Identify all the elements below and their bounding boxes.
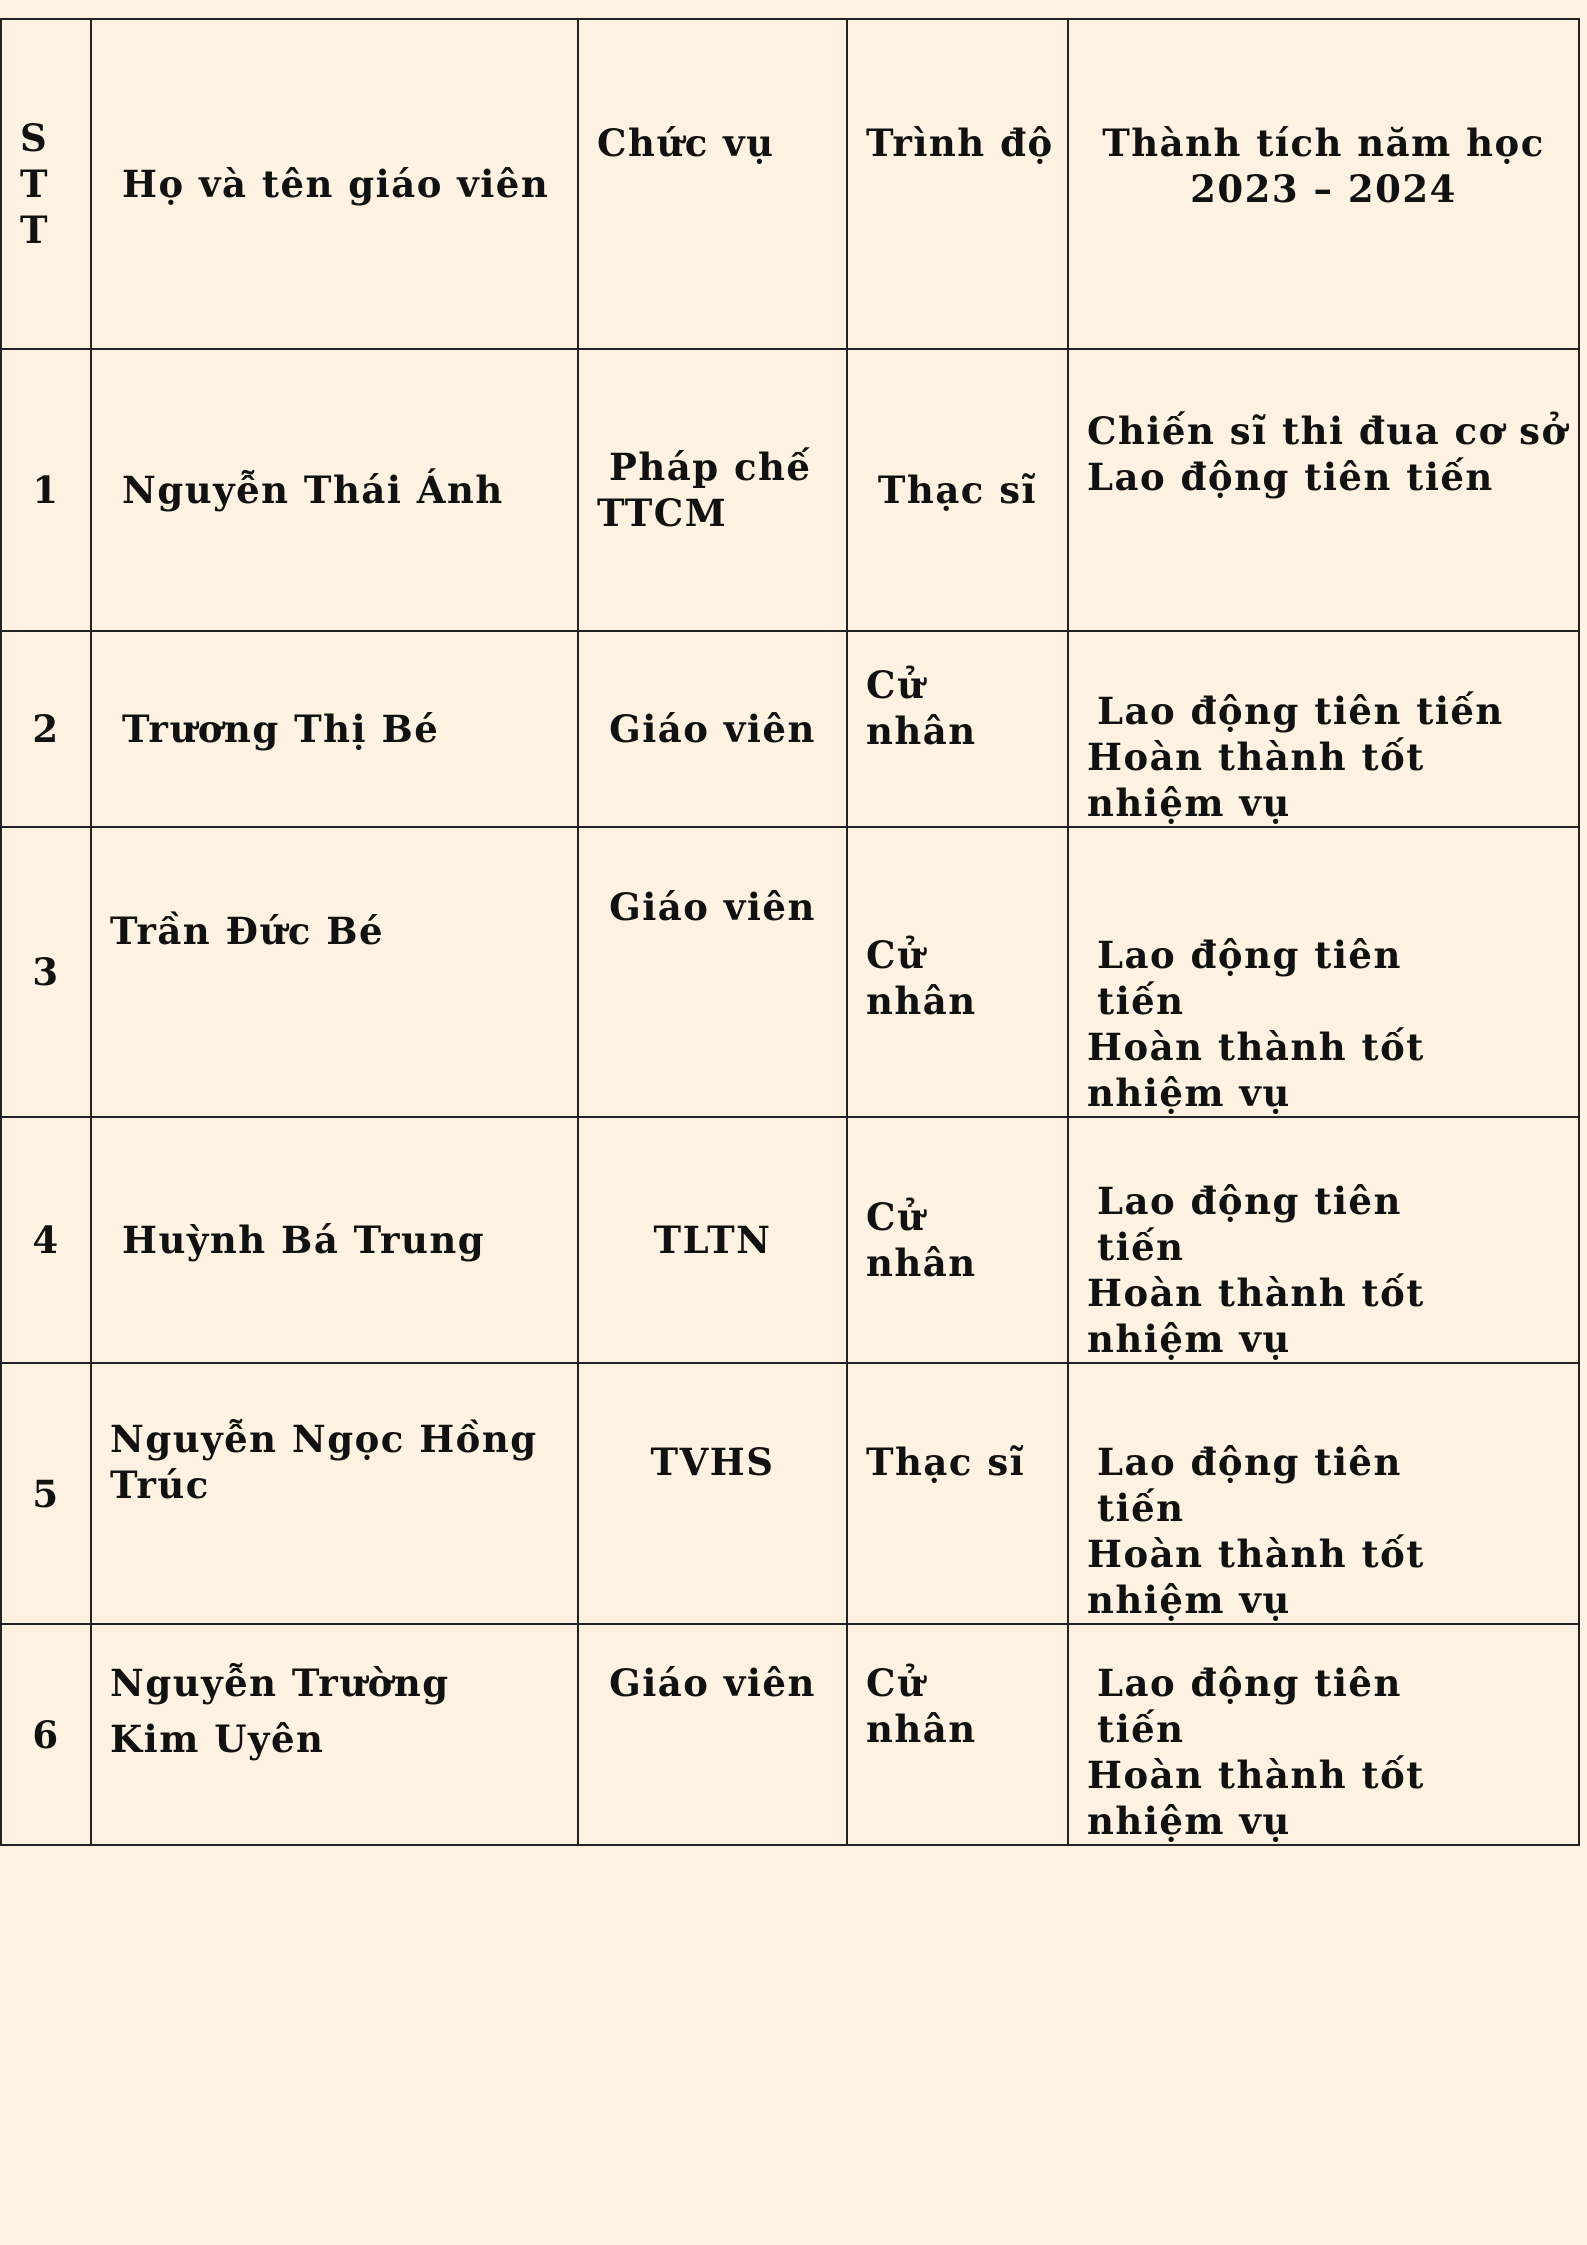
- header-role: Chức vụ: [578, 19, 847, 349]
- row-role: Giáo viên: [578, 631, 847, 827]
- header-stt: STT: [1, 19, 91, 349]
- row-achievement: Lao động tiên tiến Hoàn thành tốt nhiệm vụ: [1068, 1624, 1579, 1845]
- row-stt: 4: [1, 1117, 91, 1363]
- teacher-achievement-table: [0, 18, 1580, 1846]
- row-stt: 3: [1, 827, 91, 1117]
- table-row: [1, 1363, 1579, 1624]
- table-row: [1, 349, 1579, 631]
- row-achievement: Lao động tiên tiến Hoàn thành tốt nhiệm vụ: [1068, 1363, 1579, 1624]
- table-row: [1, 1624, 1579, 1845]
- row-name: Nguyễn Thái Ánh: [91, 349, 578, 631]
- row-stt: 1: [1, 349, 91, 631]
- row-role: TLTN: [578, 1117, 847, 1363]
- row-degree: Thạc sĩ: [847, 349, 1068, 631]
- header-achievement: Thành tích năm học 2023 – 2024: [1068, 19, 1579, 349]
- row-degree: Cử nhân: [847, 1624, 1068, 1845]
- row-role: Giáo viên: [578, 1624, 847, 1845]
- row-achievement: Lao động tiên tiến Hoàn thành tốt nhiệm vụ: [1068, 827, 1579, 1117]
- row-name: Trương Thị Bé: [91, 631, 578, 827]
- row-stt: 5: [1, 1363, 91, 1624]
- header-name: Họ và tên giáo viên: [91, 19, 578, 349]
- row-achievement: Chiến sĩ thi đua cơ sở Lao động tiên tiến: [1068, 349, 1579, 631]
- row-achievement: Lao động tiên tiến Hoàn thành tốt nhiệm vụ: [1068, 631, 1579, 827]
- row-name: Nguyễn Trường Kim Uyên: [91, 1624, 578, 1845]
- row-role: Pháp chế TTCM: [578, 349, 847, 631]
- row-degree: Cử nhân: [847, 631, 1068, 827]
- table-row: [1, 631, 1579, 827]
- row-degree: Cử nhân: [847, 1117, 1068, 1363]
- row-degree: Cử nhân: [847, 827, 1068, 1117]
- row-achievement: Lao động tiên tiến Hoàn thành tốt nhiệm vụ: [1068, 1117, 1579, 1363]
- table-row: [1, 827, 1579, 1117]
- table-row: [1, 1117, 1579, 1363]
- row-name: Trần Đức Bé: [91, 827, 578, 1117]
- row-name: Nguyễn Ngọc Hồng Trúc: [91, 1363, 578, 1624]
- row-role: TVHS: [578, 1363, 847, 1624]
- teacher-achievement-table-container: [0, 18, 1578, 1846]
- header-row: [1, 19, 1579, 349]
- header-degree: Trình độ: [847, 19, 1068, 349]
- row-stt: 2: [1, 631, 91, 827]
- row-role: Giáo viên: [578, 827, 847, 1117]
- row-name: Huỳnh Bá Trung: [91, 1117, 578, 1363]
- row-degree: Thạc sĩ: [847, 1363, 1068, 1624]
- row-stt: 6: [1, 1624, 91, 1845]
